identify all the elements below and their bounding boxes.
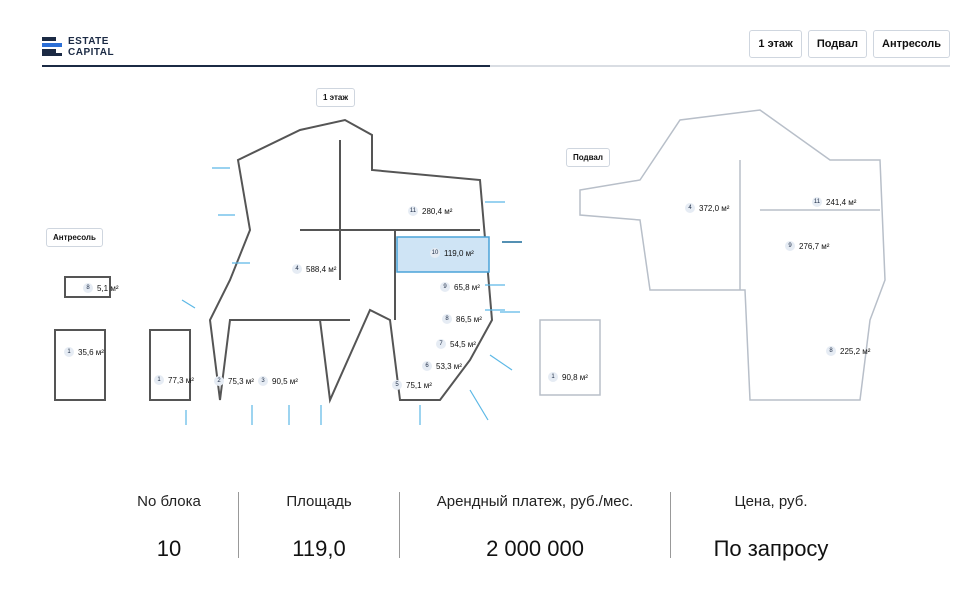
stat-rent: [400, 490, 670, 570]
logo-text: ESTATE CAPITAL: [68, 36, 115, 58]
logo-mark-icon: [42, 37, 62, 57]
unit-base-8[interactable]: 8 225,2 м²: [826, 346, 870, 356]
unit-9[interactable]: 9 65,8 м²: [440, 282, 480, 292]
unit-8[interactable]: 8 86,5 м²: [442, 314, 482, 324]
logo[interactable]: [42, 36, 114, 58]
unit-10[interactable]: 10 119,0 м²: [431, 248, 474, 258]
label-floor-1[interactable]: 1 этаж: [316, 88, 355, 107]
unit-1[interactable]: 1 77,3 м²: [154, 375, 194, 385]
unit-base-11[interactable]: 11 241,4 м²: [813, 197, 857, 207]
unit-2[interactable]: 2 75,3 м²: [214, 376, 254, 386]
stat-area-label: Площадь: [286, 493, 352, 510]
unit-11[interactable]: 11 280,4 м²: [409, 206, 453, 216]
unit-3[interactable]: 3 90,5 м²: [258, 376, 298, 386]
stat-area: [239, 490, 399, 570]
stat-rent-value: 2 000 000: [486, 536, 584, 561]
stat-price-label: Цена, руб.: [734, 493, 808, 510]
stat-block-value: 10: [156, 536, 182, 561]
tab-floor-1[interactable]: 1 этаж: [749, 30, 801, 58]
label-mezzanine[interactable]: Антресоль: [46, 228, 103, 247]
unit-mezz-1[interactable]: 1 35,6 м²: [64, 347, 104, 357]
header: [42, 30, 950, 70]
unit-6[interactable]: 6 53,3 м²: [422, 361, 462, 371]
unit-base-9[interactable]: 9 276,7 м²: [785, 241, 829, 251]
unit-7[interactable]: 7 54,5 м²: [436, 339, 476, 349]
floor-plan-drawing: [0, 80, 980, 450]
tab-mezzanine[interactable]: Антресоль: [873, 30, 950, 58]
stat-block: [100, 490, 238, 570]
stat-price-value: По запросу: [713, 536, 829, 561]
unit-base-4[interactable]: 4 372,0 м²: [685, 203, 729, 213]
stat-price: [671, 490, 871, 570]
unit-stats: [100, 490, 880, 570]
unit-4[interactable]: 4 588,4 м²: [292, 264, 336, 274]
header-divider-active: [42, 65, 490, 67]
floor-plan: [0, 80, 980, 450]
label-basement[interactable]: Подвал: [566, 148, 610, 167]
stat-block-label: No блока: [137, 493, 201, 510]
unit-mezz-8[interactable]: 8 5,1 м²: [83, 283, 119, 293]
tab-basement[interactable]: Подвал: [808, 30, 867, 58]
stat-area-value: 119,0: [292, 536, 346, 561]
stat-rent-label: Арендный платеж, руб./мес.: [436, 493, 634, 510]
unit-5[interactable]: 5 75,1 м²: [392, 380, 432, 390]
unit-base-1[interactable]: 1 90,8 м²: [548, 372, 588, 382]
floor-tabs: [749, 30, 950, 58]
